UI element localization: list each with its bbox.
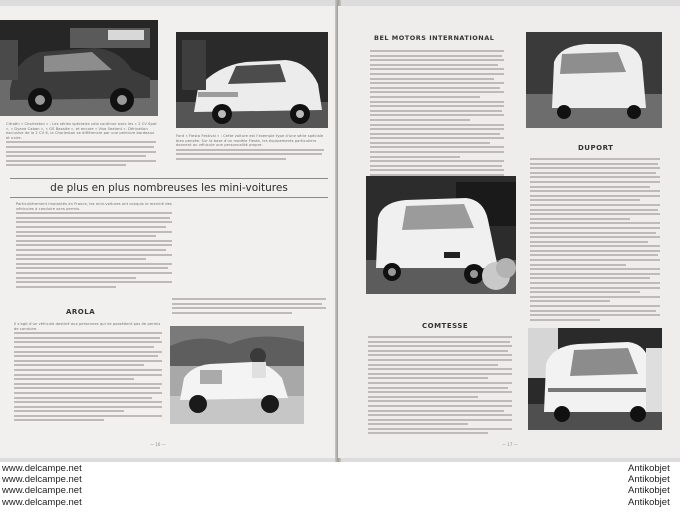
- photo-duport: [366, 176, 516, 294]
- right-page-number: — 17 —: [502, 442, 518, 447]
- photo-comtesse: [528, 328, 662, 430]
- watermark-left-line: www.delcampe.net: [2, 485, 82, 497]
- watermark-right-line: Antikobjet: [628, 463, 670, 474]
- watermark-left-line: www.delcampe.net: [2, 496, 82, 508]
- subhead-comtesse: COMTESSE: [422, 322, 469, 330]
- subhead-duport: DUPORT: [578, 144, 614, 152]
- watermark-right-line: Antikobjet: [628, 474, 670, 486]
- caption-ford: [176, 134, 326, 172]
- photo-bel-motors: [526, 32, 662, 128]
- arola-text: Il s'agit d'un véhicule destiné aux personnes qui ne possèdent pas de permis de conduire.: [14, 322, 161, 331]
- intro-paragraph: [16, 202, 174, 298]
- watermark-left-line: www.delcampe.net: [2, 474, 82, 486]
- photo-citroen-charleston: [0, 20, 158, 116]
- caption-citroen: [6, 122, 158, 172]
- comtesse-text-column: [368, 336, 514, 437]
- duport-text-column: [530, 158, 662, 323]
- arola-caption-lines: [172, 298, 328, 316]
- photo-ford-fiesta: [176, 32, 328, 128]
- caption-ford-text: Ford « Fiesta Festival » : Cette voiture est l'exemple type d'une série spéciale bien pensée. Sur la base d'un modèle Fiesta, les équipements particuliers donnent au véhicule une personnalité propre.: [176, 134, 324, 148]
- left-page-number: — 16 —: [150, 442, 166, 447]
- caption-citroen-text: Citroën « Charleston » : Les séries spéciales cela continue avec les « 2 CV Spot », « Dyane Caban », « GS Basalte », et encore « Visa Sextant ». Dérivation exclusive de la 2 CV 6, la Charleston se différencie par une peinture bordeaux et noire.: [6, 122, 157, 140]
- left-page: [0, 6, 338, 458]
- subhead-bel-motors: BEL MOTORS INTERNATIONAL: [374, 34, 495, 42]
- article-heading: de plus en plus nombreuses les mini-voitures: [10, 178, 328, 198]
- watermark-left-line: www.delcampe.net: [2, 463, 82, 474]
- arola-text-column: [14, 322, 164, 448]
- bel-text-column: [370, 50, 506, 179]
- watermark-right-line: Antikobjet: [628, 485, 670, 497]
- watermark-right-line: Antikobjet: [628, 496, 670, 508]
- photo-arola: [170, 326, 304, 424]
- watermark-right-column: [628, 463, 670, 508]
- watermark-left-column: [2, 463, 82, 508]
- subhead-arola: AROLA: [66, 308, 96, 316]
- right-page: [338, 6, 680, 458]
- intro-text: Particulièrement implantés en France, les mini-voitures ont conquis le marché des véhicules à conduire sans permis.: [16, 202, 172, 211]
